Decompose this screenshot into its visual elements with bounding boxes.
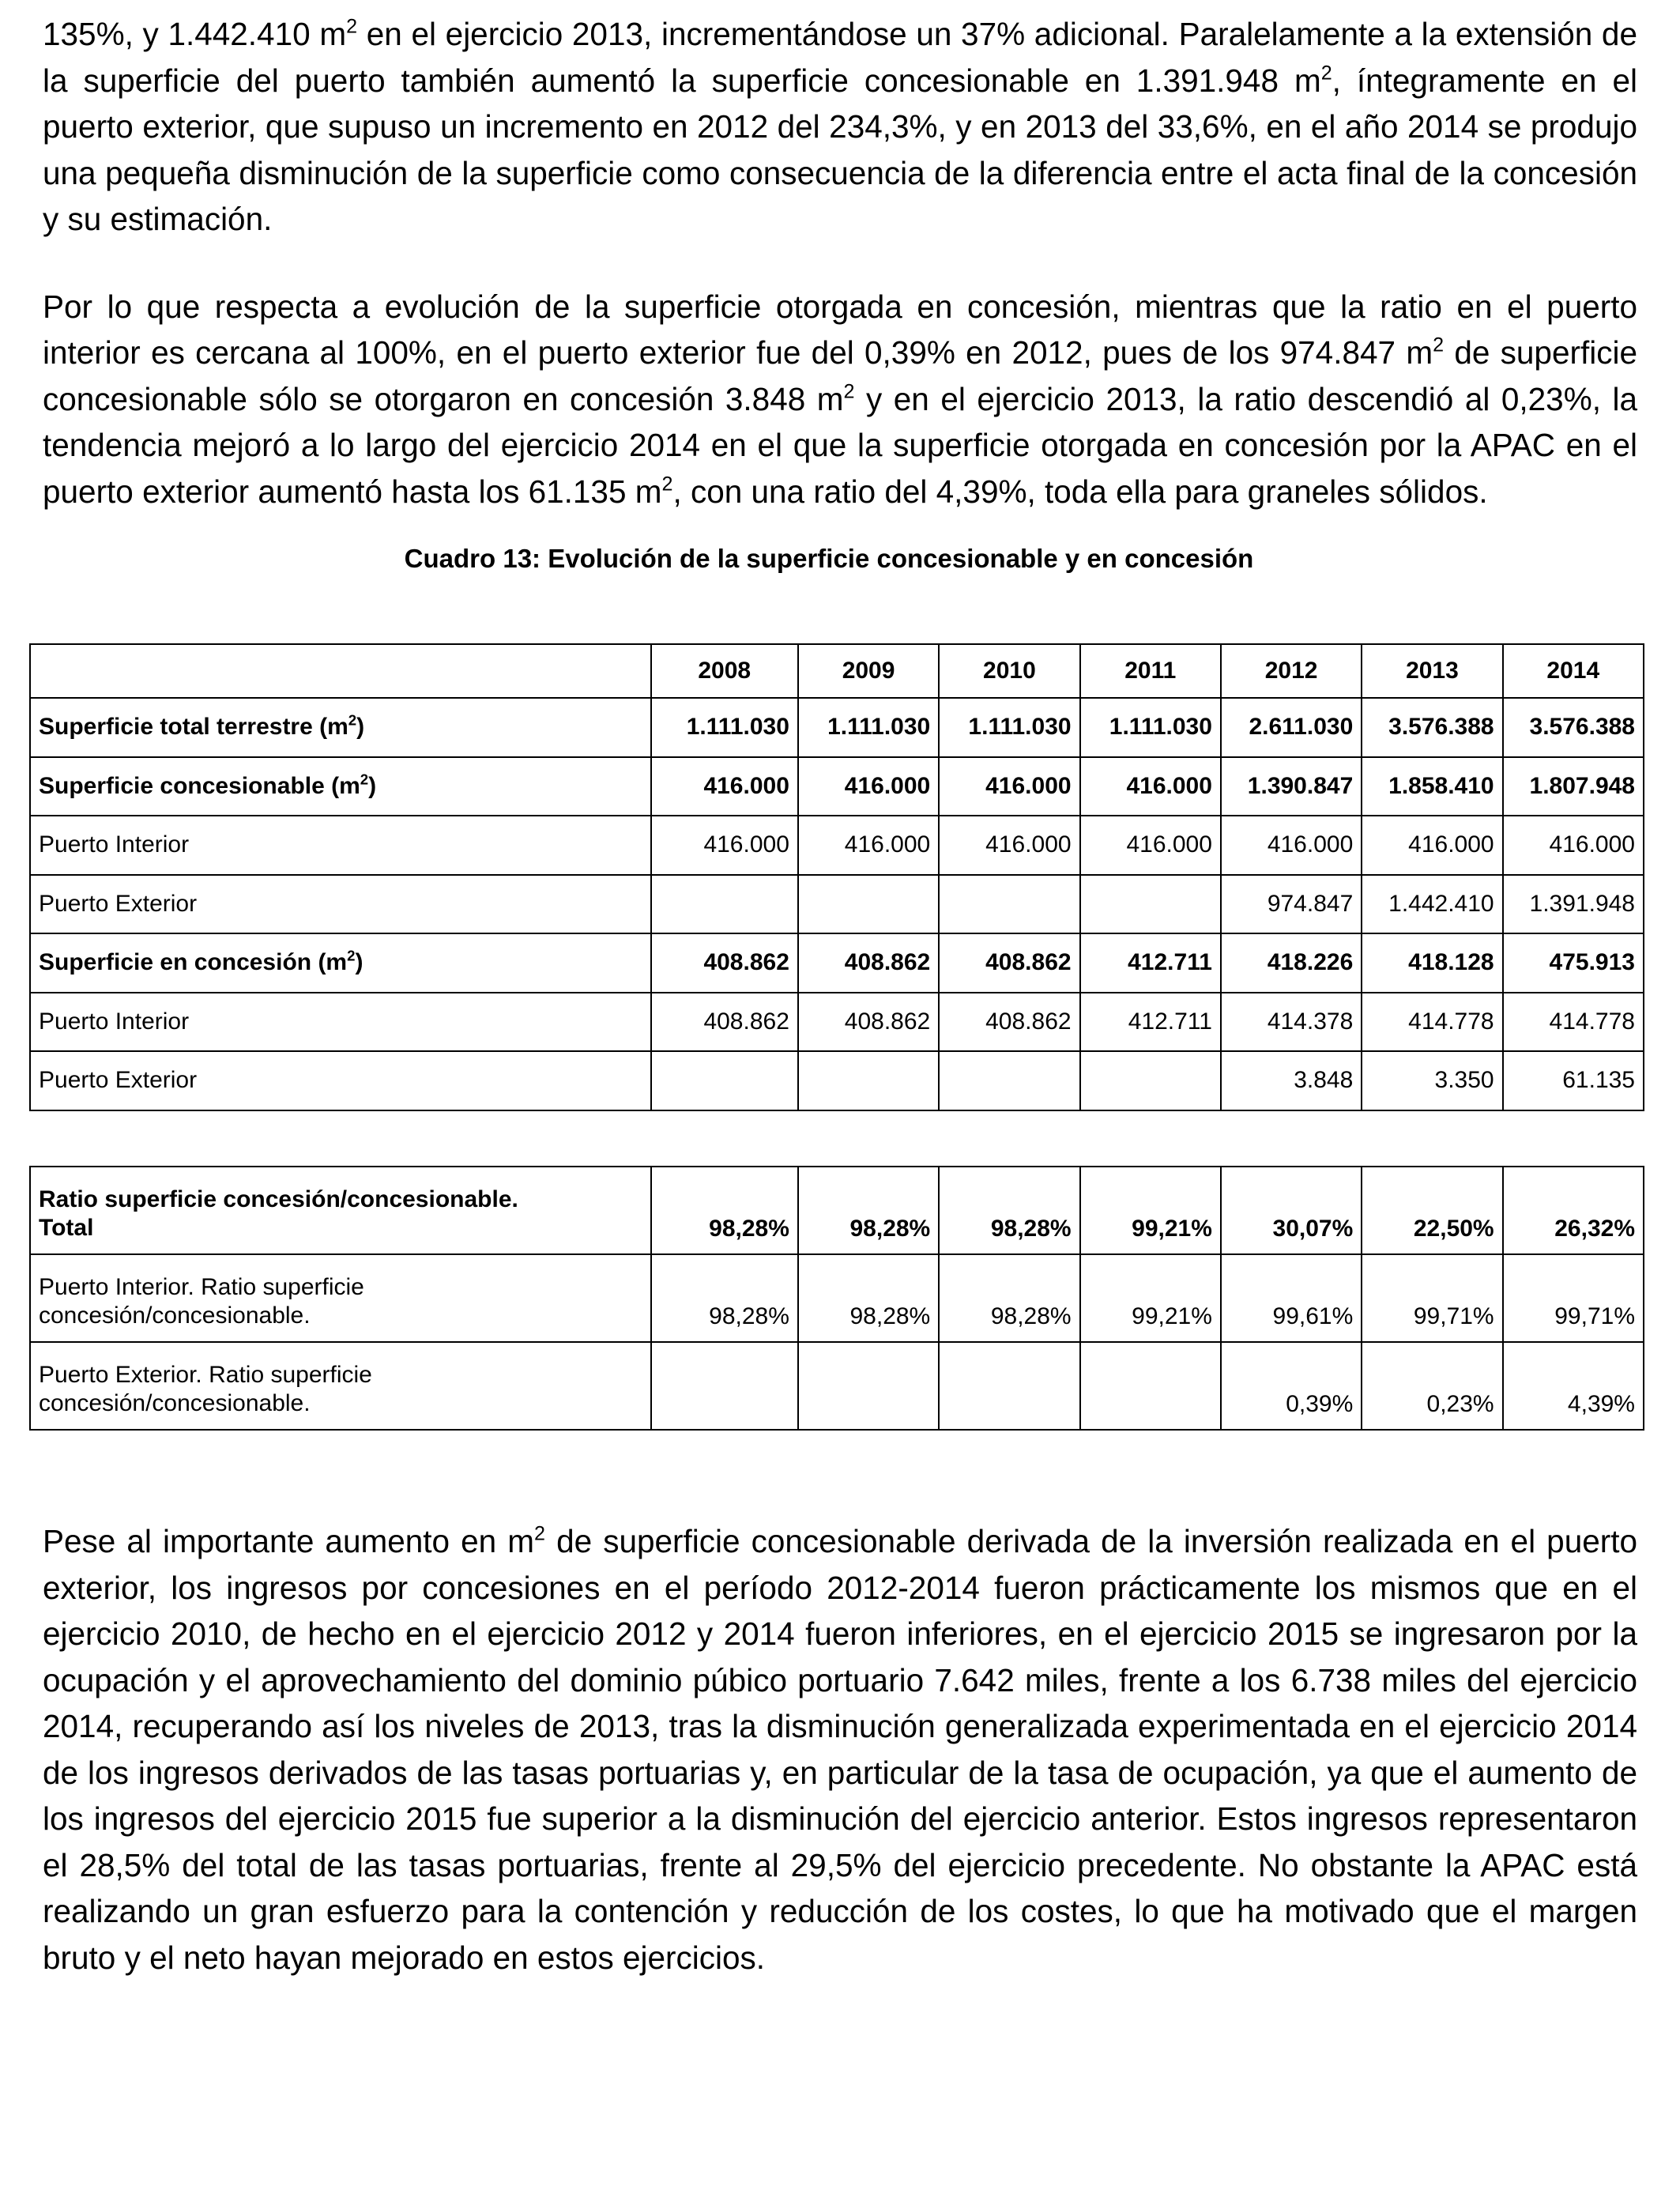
table-row: [30, 1342, 1644, 1430]
table-cell: 475.913: [1503, 933, 1644, 993]
row-label-end: ): [368, 772, 377, 799]
table-cell: 3.576.388: [1362, 698, 1502, 757]
row-label-text: Superficie total terrestre (m: [39, 714, 348, 741]
table-cell: [939, 1342, 1079, 1430]
table-cell: 408.862: [651, 933, 798, 993]
table-cell: 408.862: [651, 993, 798, 1052]
row-label: [30, 1254, 651, 1342]
table-cell: 3.848: [1221, 1051, 1362, 1110]
table-cell: 99,21%: [1080, 1254, 1221, 1342]
table-cell: 98,28%: [651, 1254, 798, 1342]
year-header: 2011: [1080, 644, 1221, 698]
table-cell: 1.111.030: [939, 698, 1079, 757]
table-cell: 408.862: [939, 993, 1079, 1052]
paragraph-3-text-b: de superficie concesionable derivada de la inversión realizada en el puerto exterior, los ingresos por concesiones en el período 2012-2014 fueron prácticamente los mismos que en el ejercicio 2010, de hecho en el ejercicio 2012 y 2014 fueron inferiores, en el ejercicio 2015 se ingresaron por la ocupación y el aprovechamiento del dominio púbico portuario 7.642 miles, frente a los 6.738 miles del ejercicio 2014, recuperando así los niveles de 2013, tras la disminución generalizada experimentada en el ejercicio 2014 de los ingresos derivados de las tasas portuarias y, en particular de la tasa de ocupación, ya que el aumento de los ingresos del ejercicio 2015 fue superior a la disminución del ejercicio anterior. Estos ingresos representaron el 28,5% del total de las tasas portuarias, frente al 29,5% del ejercicio precedente. No obstante la APAC está realizando un gran esfuerzo para la contención y reducción de los costes, lo que ha motivado que el margen bruto y el neto hayan mejorado en estos ejercicios.: [43, 1523, 1638, 1976]
table-row: [30, 757, 1644, 816]
superscript: 2: [347, 947, 356, 964]
superscript: 2: [1433, 334, 1445, 356]
paragraph-1-text-a: 135%, y 1.442.410 m: [43, 16, 347, 52]
superscript: 2: [534, 1522, 545, 1545]
table-cell: 1.442.410: [1362, 875, 1502, 934]
table-cell: 416.000: [798, 816, 939, 875]
table-cell: 412.711: [1080, 933, 1221, 993]
row-label-line-2: concesión/concesionable.: [39, 1390, 311, 1416]
row-label-end: ): [355, 949, 363, 976]
row-label-line-2: concesión/concesionable.: [39, 1302, 311, 1329]
superscript: 2: [1320, 61, 1332, 84]
table-cell: 408.862: [798, 993, 939, 1052]
table-row: [30, 1051, 1644, 1110]
superscript: 2: [843, 379, 855, 402]
table-cell: 418.128: [1362, 933, 1502, 993]
table-cell: 412.711: [1080, 993, 1221, 1052]
table-cell: [798, 1342, 939, 1430]
row-label: [30, 1342, 651, 1430]
paragraph-2-text-c: y en el ejercicio 2013, la ratio descendió al 0,23%, la tendencia mejoró a lo largo del ejercicio 2014 en el que la superficie otorgada en concesión por la APAC en el puerto exterior aumentó hasta los 61.135 m: [43, 380, 1637, 510]
table-cell: 99,71%: [1362, 1254, 1502, 1342]
table-cell: 974.847: [1221, 875, 1362, 934]
row-label-text: Superficie en concesión (m: [39, 949, 348, 976]
table-cell: 22,50%: [1362, 1167, 1502, 1254]
row-label: Puerto Interior: [30, 816, 651, 875]
table-cell: 416.000: [939, 757, 1079, 816]
table-cell: 98,28%: [939, 1167, 1079, 1254]
table-cell: 99,61%: [1221, 1254, 1362, 1342]
table-cell: 2.611.030: [1221, 698, 1362, 757]
table-cell: [651, 1051, 798, 1110]
year-header: 2013: [1362, 644, 1502, 698]
table-cell: 98,28%: [651, 1167, 798, 1254]
table-cell: 416.000: [1080, 757, 1221, 816]
table-cell: 416.000: [1503, 816, 1644, 875]
paragraph-1-text-b: en el ejercicio 2013, incrementándose un 37% adicional. Paralelamente a la extensión de la superficie del puerto también aumentó la superficie concesionable en 1.391.948 m: [43, 16, 1637, 99]
table-cell: 414.778: [1362, 993, 1502, 1052]
row-label: [30, 1167, 651, 1254]
table-cell: 414.378: [1221, 993, 1362, 1052]
table-cell: 1.858.410: [1362, 757, 1502, 816]
table-cell: 416.000: [651, 757, 798, 816]
table-cell: 99,71%: [1503, 1254, 1644, 1342]
year-header: 2009: [798, 644, 939, 698]
table-cell: 1.807.948: [1503, 757, 1644, 816]
table-cell: 408.862: [939, 933, 1079, 993]
superscript: 2: [348, 711, 357, 729]
table-cell: 1.111.030: [798, 698, 939, 757]
table-row: [30, 875, 1644, 934]
table-cell: 0,23%: [1362, 1342, 1502, 1430]
table-cell: 3.576.388: [1503, 698, 1644, 757]
table-cell: 1.111.030: [651, 698, 798, 757]
table-cell: 1.111.030: [1080, 698, 1221, 757]
row-label-end: ): [356, 714, 365, 741]
table-cell: 416.000: [939, 816, 1079, 875]
table-cell: 0,39%: [1221, 1342, 1362, 1430]
table-row: [30, 933, 1644, 993]
table-row: [30, 1254, 1644, 1342]
table-cell: 30,07%: [1221, 1167, 1362, 1254]
document-page: [39, 11, 1638, 1976]
row-label-line-2: Total: [39, 1215, 94, 1241]
table-cell: 416.000: [1362, 816, 1502, 875]
superscript: 2: [346, 15, 358, 38]
ratio-table: [29, 1166, 1644, 1431]
year-header: 2010: [939, 644, 1079, 698]
table-cell: 1.390.847: [1221, 757, 1362, 816]
table-cell: 416.000: [798, 757, 939, 816]
year-header: 2008: [651, 644, 798, 698]
table-cell: 3.350: [1362, 1051, 1502, 1110]
table-cell: 416.000: [1080, 816, 1221, 875]
paragraph-2-text-a: Por lo que respecta a evolución de la superficie otorgada en concesión, mientras que la ratio en el puerto interior es cercana al 100%, en el puerto exterior fue del 0,39% en 2012, pues de los 974.847 m: [43, 288, 1637, 371]
table-row: [30, 993, 1644, 1052]
table-cell: [1080, 1342, 1221, 1430]
table-cell: 26,32%: [1503, 1167, 1644, 1254]
table-cell: [651, 875, 798, 934]
row-label: Puerto Exterior: [30, 875, 651, 934]
row-label-line-1: Ratio superficie concesión/concesionable.: [39, 1186, 518, 1212]
paragraph-1: [43, 11, 1637, 243]
row-label: [30, 698, 651, 757]
paragraph-2: [43, 284, 1637, 515]
table-cell: [939, 1051, 1079, 1110]
row-label: [30, 933, 651, 993]
surface-table: [29, 643, 1644, 1111]
table-cell: [939, 875, 1079, 934]
row-label-text: Superficie concesionable (m: [39, 772, 360, 799]
table-row: [30, 1167, 1644, 1254]
year-header: 2012: [1221, 644, 1362, 698]
table-cell: 4,39%: [1503, 1342, 1644, 1430]
row-label-line-1: Puerto Interior. Ratio superficie: [39, 1274, 364, 1300]
table-row: [30, 816, 1644, 875]
table-header-row: [30, 644, 1644, 698]
table-cell: 408.862: [798, 933, 939, 993]
table-cell: 61.135: [1503, 1051, 1644, 1110]
header-empty-cell: [30, 644, 651, 698]
paragraph-2-text-d: , con una ratio del 4,39%, toda ella para graneles sólidos.: [672, 473, 1488, 510]
table-cell: [798, 875, 939, 934]
table-cell: 98,28%: [798, 1254, 939, 1342]
table-caption: Cuadro 13: Evolución de la superficie concesionable y en concesión: [404, 544, 1254, 573]
row-label-line-1: Puerto Exterior. Ratio superficie: [39, 1362, 372, 1388]
row-label: Puerto Exterior: [30, 1051, 651, 1110]
table-cell: 99,21%: [1080, 1167, 1221, 1254]
paragraph-3: [43, 1518, 1637, 1981]
paragraph-3-text-a: Pese al importante aumento en m: [43, 1523, 535, 1559]
superscript: 2: [360, 771, 369, 788]
superscript: 2: [661, 472, 673, 495]
paragraph-2-text-b: de superficie concesionable sólo se otorgaron en concesión 3.848 m: [43, 334, 1637, 417]
table-cell: [1080, 875, 1221, 934]
row-label: Puerto Interior: [30, 993, 651, 1052]
table-cell: [1080, 1051, 1221, 1110]
paragraph-1-text-c: , íntegramente en el puerto exterior, que supuso un incremento en 2012 del 234,3%, y en 2013 del 33,6%, en el año 2014 se produjo una pequeña disminución de la superficie como consecuencia de la diferencia entre el acta final de la concesión y su estimación.: [43, 62, 1637, 237]
table-cell: 98,28%: [798, 1167, 939, 1254]
table-cell: 416.000: [651, 816, 798, 875]
table-cell: 416.000: [1221, 816, 1362, 875]
table-cell: 414.778: [1503, 993, 1644, 1052]
year-header: 2014: [1503, 644, 1644, 698]
table-cell: 1.391.948: [1503, 875, 1644, 934]
table-row: [30, 698, 1644, 757]
row-label: [30, 757, 651, 816]
table-cell: [651, 1342, 798, 1430]
table-cell: [798, 1051, 939, 1110]
table-cell: 418.226: [1221, 933, 1362, 993]
table-cell: 98,28%: [939, 1254, 1079, 1342]
